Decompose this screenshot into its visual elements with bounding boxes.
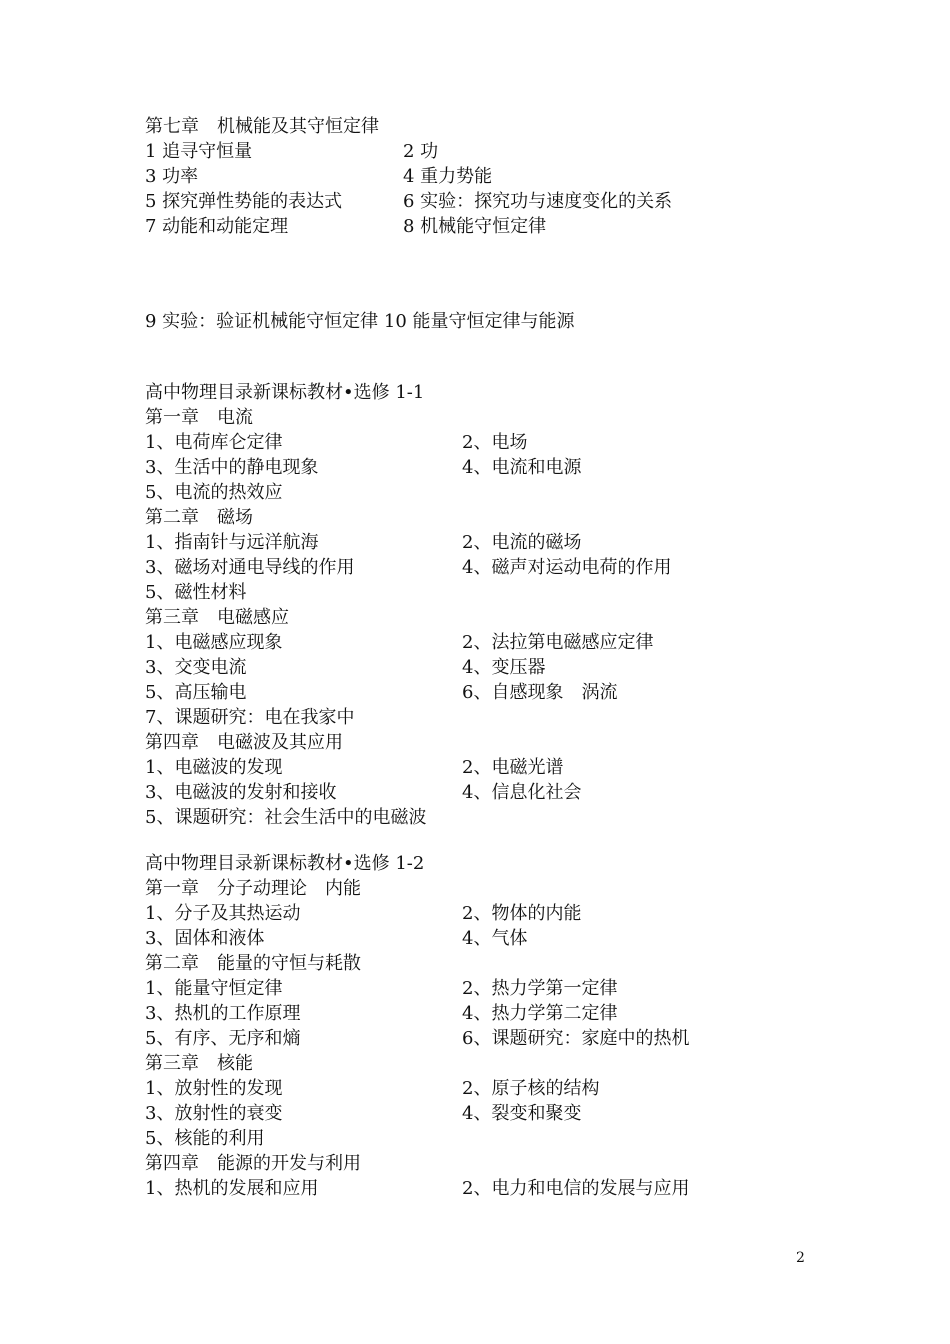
toc-item: 7 动能和动能定理 xyxy=(145,216,289,237)
toc-item: 3、电磁波的发射和接收 xyxy=(145,782,337,803)
toc-item: 2、电磁光谱 xyxy=(462,757,564,778)
chapter-heading: 第七章 机械能及其守恒定律 xyxy=(145,116,379,137)
toc-item: 3、生活中的静电现象 xyxy=(145,457,319,478)
chapter-heading: 第二章 磁场 xyxy=(145,507,253,528)
chapter-heading: 第二章 能量的守恒与耗散 xyxy=(145,953,361,974)
toc-item: 2、电力和电信的发展与应用 xyxy=(462,1178,690,1199)
toc-item: 8 机械能守恒定律 xyxy=(403,216,547,237)
toc-item: 3、热机的工作原理 xyxy=(145,1003,301,1024)
chapter-heading: 第三章 核能 xyxy=(145,1053,253,1074)
toc-item: 6 实验：探究功与速度变化的关系 xyxy=(403,191,673,212)
toc-item: 2、原子核的结构 xyxy=(462,1078,600,1099)
toc-item: 2、法拉第电磁感应定律 xyxy=(462,632,654,653)
toc-item: 4 重力势能 xyxy=(403,166,493,187)
toc-item: 1 追寻守恒量 xyxy=(145,141,253,162)
toc-item: 6、课题研究：家庭中的热机 xyxy=(462,1028,690,1049)
toc-item: 2、电流的磁场 xyxy=(462,532,582,553)
chapter-heading: 第四章 电磁波及其应用 xyxy=(145,732,343,753)
toc-item: 3、放射性的衰变 xyxy=(145,1103,283,1124)
toc-item: 5、磁性材料 xyxy=(145,582,247,603)
book-title: 高中物理目录新课标教材•选修 1-1 xyxy=(145,382,425,403)
toc-item: 4、信息化社会 xyxy=(462,782,582,803)
chapter-heading: 第一章 电流 xyxy=(145,407,253,428)
toc-item: 1、分子及其热运动 xyxy=(145,903,301,924)
toc-item: 4、裂变和聚变 xyxy=(462,1103,582,1124)
toc-item: 4、电流和电源 xyxy=(462,457,582,478)
toc-item: 4、气体 xyxy=(462,928,528,949)
toc-item: 1、放射性的发现 xyxy=(145,1078,283,1099)
toc-item: 3、固体和液体 xyxy=(145,928,265,949)
chapter-heading: 第三章 电磁感应 xyxy=(145,607,289,628)
toc-item: 9 实验：验证机械能守恒定律 10 能量守恒定律与能源 xyxy=(145,311,575,332)
toc-item: 7、课题研究：电在我家中 xyxy=(145,707,355,728)
toc-item: 1、热机的发展和应用 xyxy=(145,1178,319,1199)
toc-item: 2、物体的内能 xyxy=(462,903,582,924)
toc-item: 5、高压输电 xyxy=(145,682,247,703)
toc-item: 1、电磁感应现象 xyxy=(145,632,283,653)
book-title: 高中物理目录新课标教材•选修 1-2 xyxy=(145,853,425,874)
toc-item: 5、核能的利用 xyxy=(145,1128,265,1149)
toc-item: 6、自感现象 涡流 xyxy=(462,682,618,703)
toc-item: 5 探究弹性势能的表达式 xyxy=(145,191,343,212)
toc-item: 2、电场 xyxy=(462,432,528,453)
chapter-heading: 第四章 能源的开发与利用 xyxy=(145,1153,361,1174)
toc-item: 5、有序、无序和熵 xyxy=(145,1028,301,1049)
toc-item: 4、磁声对运动电荷的作用 xyxy=(462,557,672,578)
toc-item: 5、课题研究：社会生活中的电磁波 xyxy=(145,807,427,828)
toc-item: 1、能量守恒定律 xyxy=(145,978,283,999)
toc-item: 5、电流的热效应 xyxy=(145,482,283,503)
toc-item: 4、变压器 xyxy=(462,657,546,678)
toc-item: 3、交变电流 xyxy=(145,657,247,678)
chapter-heading: 第一章 分子动理论 内能 xyxy=(145,878,361,899)
toc-item: 4、热力学第二定律 xyxy=(462,1003,618,1024)
toc-item: 2 功 xyxy=(403,141,439,162)
toc-item: 3 功率 xyxy=(145,166,199,187)
toc-item: 1、电磁波的发现 xyxy=(145,757,283,778)
toc-item: 1、电荷库仑定律 xyxy=(145,432,283,453)
toc-item: 1、指南针与远洋航海 xyxy=(145,532,319,553)
page-number: 2 xyxy=(796,1250,805,1266)
toc-item: 3、磁场对通电导线的作用 xyxy=(145,557,355,578)
toc-item: 2、热力学第一定律 xyxy=(462,978,618,999)
